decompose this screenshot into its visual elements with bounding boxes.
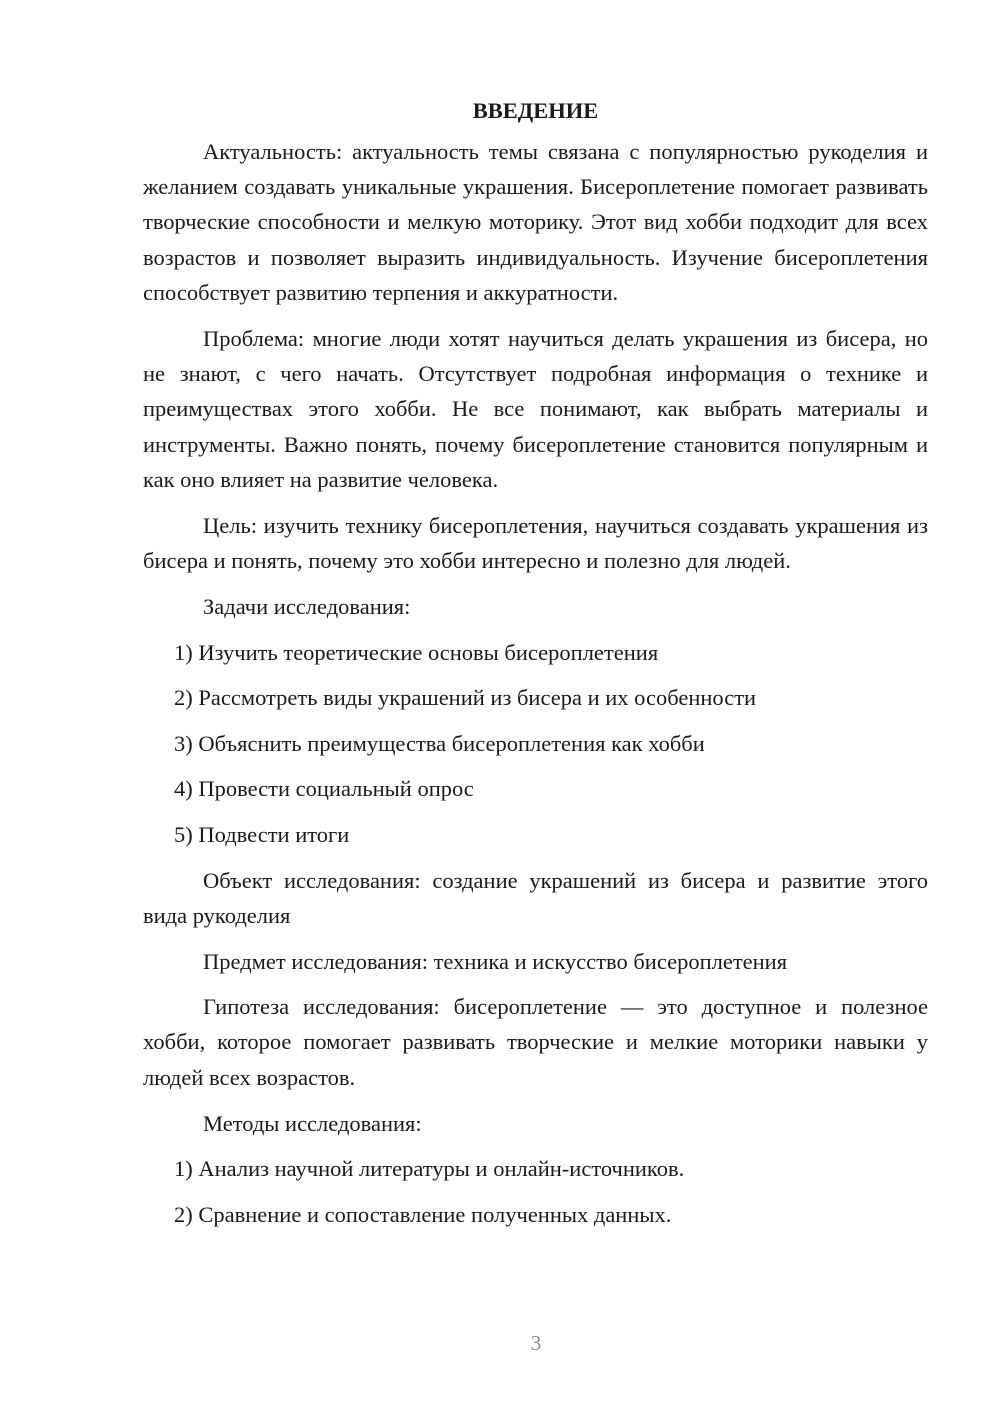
goal-paragraph: Цель: изучить технику бисероплетения, научиться создавать украшения из бисера и понять, почему это хобби интересно и полезно для людей. — [143, 513, 928, 574]
page-content — [143, 94, 928, 1242]
method-item: 1) Анализ научной литературы и онлайн-источников. — [174, 1156, 685, 1182]
task-item: 5) Подвести итоги — [174, 822, 350, 848]
tasks-list — [143, 635, 928, 853]
subject-paragraph: Предмет исследования: техника и искусство бисероплетения — [203, 949, 788, 975]
page-number: 3 — [530, 1331, 542, 1355]
method-item: 2) Сравнение и сопоставление полученных данных. — [174, 1201, 672, 1227]
task-item: 4) Провести социальный опрос — [174, 776, 474, 802]
section-heading: ВВЕДЕНИЕ — [472, 98, 599, 123]
methods-list — [143, 1151, 928, 1232]
problem-paragraph: Проблема: многие люди хотят научиться делать украшения из бисера, но не знают, с чего начать. Отсутствует подробная информация о технике и преимуществах этого хобби. Не все понимают, как выбрать материалы и инструменты. Важно понять, почему бисероплетение становится популярным и как оно влияет на развитие человека. — [143, 326, 928, 492]
hypothesis-paragraph: Гипотеза исследования: бисероплетение — это доступное и полезное хобби, которое помогает развивать творческие и мелкие моторики навыки у людей всех возрастов. — [143, 994, 928, 1090]
relevance-paragraph: Актуальность: актуальность темы связана с популярностью рукоделия и желанием создавать уникальные украшения. Бисероплетение помогает развивать творческие способности и мелкую моторику. Этот вид хобби подходит для всех возрастов и позволяет выразить индивидуальность. Изучение бисероплетения способствует развитию терпения и аккуратности. — [143, 139, 928, 305]
methods-title: Методы исследования: — [203, 1110, 422, 1136]
task-item: 1) Изучить теоретические основы бисероплетения — [174, 639, 659, 665]
object-paragraph: Объект исследования: создание украшений из бисера и развитие этого вида рукоделия — [143, 867, 928, 928]
tasks-title: Задачи исследования: — [203, 594, 411, 620]
task-item: 2) Рассмотреть виды украшений из бисера и их особенности — [174, 685, 757, 711]
task-item: 3) Объяснить преимущества бисероплетения как хобби — [174, 730, 705, 756]
